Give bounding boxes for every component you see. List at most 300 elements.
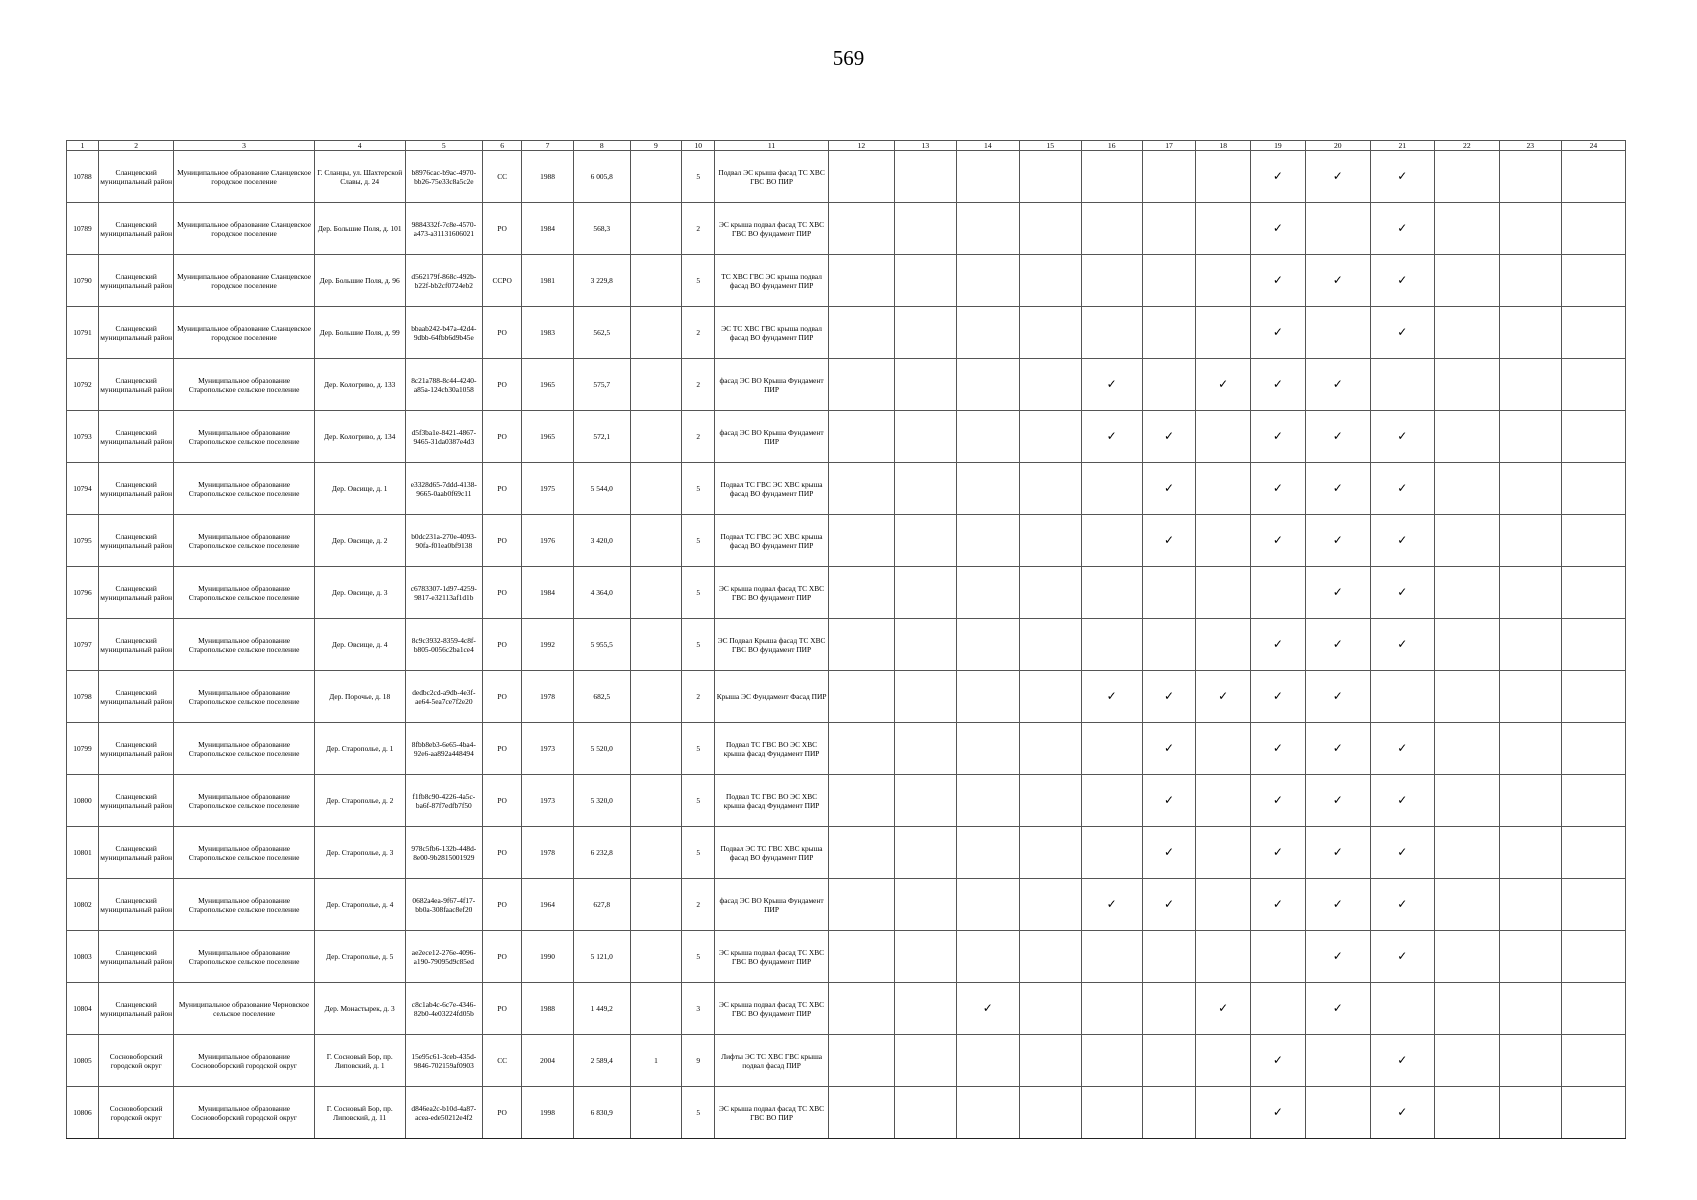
column-9-cell bbox=[630, 359, 682, 411]
empty-cell bbox=[1019, 359, 1081, 411]
empty-cell bbox=[828, 203, 894, 255]
guid-cell: f1fb8c90-4226-4a5c-ba6f-87f7edfb7f50 bbox=[405, 775, 482, 827]
column-9-cell bbox=[630, 567, 682, 619]
guid-cell: d562179f-868c-492b-b22f-bb2cf0724eb2 bbox=[405, 255, 482, 307]
column-9-cell bbox=[630, 255, 682, 307]
district-cell: Сланцевский муниципальный район bbox=[99, 879, 174, 931]
check-mark-icon: ✓ bbox=[1305, 463, 1370, 515]
empty-cell bbox=[1019, 255, 1081, 307]
empty-cell bbox=[1081, 931, 1142, 983]
works-list-cell: ЭС Подвал Крыша фасад ТС ХВС ГВС ВО фундамент ПИР bbox=[715, 619, 829, 671]
check-mark-icon: ✓ bbox=[1305, 359, 1370, 411]
empty-cell bbox=[1499, 619, 1561, 671]
empty-cell bbox=[956, 723, 1019, 775]
empty-cell bbox=[1196, 567, 1251, 619]
empty-cell bbox=[894, 203, 956, 255]
check-mark-icon: ✓ bbox=[1142, 671, 1196, 723]
empty-cell bbox=[894, 983, 956, 1035]
table-row bbox=[67, 671, 1626, 723]
guid-cell: 0682a4ea-9f67-4f17-bb0a-308faac8ef20 bbox=[405, 879, 482, 931]
check-mark-icon: ✓ bbox=[1196, 983, 1251, 1035]
building-type-cell: СС bbox=[483, 151, 522, 203]
check-mark-icon: ✓ bbox=[1081, 879, 1142, 931]
empty-cell bbox=[1434, 775, 1499, 827]
check-mark-icon: ✓ bbox=[1251, 515, 1306, 567]
column-number-11: 11 bbox=[715, 141, 829, 151]
empty-cell bbox=[1142, 1087, 1196, 1139]
district-cell: Сланцевский муниципальный район bbox=[99, 931, 174, 983]
column-number-19: 19 bbox=[1251, 141, 1306, 151]
page-number: 569 bbox=[832, 46, 865, 70]
check-mark-icon: ✓ bbox=[1305, 411, 1370, 463]
check-mark-icon: ✓ bbox=[1251, 619, 1306, 671]
floors-cell: 2 bbox=[682, 671, 715, 723]
building-type-cell: РО bbox=[483, 359, 522, 411]
empty-cell bbox=[1081, 255, 1142, 307]
municipality-cell: Муниципальное образование Старопольское сельское поселение bbox=[174, 775, 314, 827]
table-row bbox=[67, 619, 1626, 671]
empty-cell bbox=[1499, 515, 1561, 567]
municipality-cell: Муниципальное образование Старопольское сельское поселение bbox=[174, 515, 314, 567]
district-cell: Сланцевский муниципальный район bbox=[99, 151, 174, 203]
building-type-cell: РО bbox=[483, 619, 522, 671]
empty-cell bbox=[1196, 515, 1251, 567]
empty-cell bbox=[1196, 255, 1251, 307]
check-mark-icon: ✓ bbox=[1305, 879, 1370, 931]
address-cell: Дер. Овсище, д. 4 bbox=[314, 619, 405, 671]
works-list-cell: Подвал ЭС крыша фасад ТС ХВС ГВС ВО ПИР bbox=[715, 151, 829, 203]
building-type-cell: РО bbox=[483, 515, 522, 567]
empty-cell bbox=[1019, 619, 1081, 671]
empty-cell bbox=[894, 515, 956, 567]
column-9-cell bbox=[630, 307, 682, 359]
empty-cell bbox=[828, 515, 894, 567]
check-mark-icon: ✓ bbox=[1370, 879, 1434, 931]
table-row bbox=[67, 931, 1626, 983]
empty-cell bbox=[1196, 1035, 1251, 1087]
guid-cell: c8c1ab4c-6c7e-4346-82b0-4e03224fd05b bbox=[405, 983, 482, 1035]
district-cell: Сланцевский муниципальный район bbox=[99, 203, 174, 255]
year-cell: 1964 bbox=[522, 879, 574, 931]
empty-cell bbox=[1434, 1087, 1499, 1139]
municipality-cell: Муниципальное образование Сланцевское городское поселение bbox=[174, 151, 314, 203]
empty-cell bbox=[1142, 931, 1196, 983]
check-mark-icon: ✓ bbox=[1142, 879, 1196, 931]
area-cell: 5 520,0 bbox=[573, 723, 630, 775]
district-cell: Сланцевский муниципальный район bbox=[99, 411, 174, 463]
check-mark-icon: ✓ bbox=[1251, 411, 1306, 463]
empty-cell bbox=[956, 203, 1019, 255]
year-cell: 1983 bbox=[522, 307, 574, 359]
empty-cell bbox=[1305, 1035, 1370, 1087]
empty-cell bbox=[1370, 359, 1434, 411]
empty-cell bbox=[1499, 1087, 1561, 1139]
check-mark-icon: ✓ bbox=[1142, 515, 1196, 567]
empty-cell bbox=[1561, 255, 1625, 307]
empty-cell bbox=[894, 827, 956, 879]
empty-cell bbox=[1561, 671, 1625, 723]
year-cell: 1998 bbox=[522, 1087, 574, 1139]
year-cell: 1992 bbox=[522, 619, 574, 671]
empty-cell bbox=[828, 307, 894, 359]
check-mark-icon: ✓ bbox=[1370, 827, 1434, 879]
empty-cell bbox=[1019, 879, 1081, 931]
municipality-cell: Муниципальное образование Старопольское сельское поселение bbox=[174, 567, 314, 619]
empty-cell bbox=[1081, 151, 1142, 203]
table-row bbox=[67, 1035, 1626, 1087]
year-cell: 1984 bbox=[522, 203, 574, 255]
check-mark-icon: ✓ bbox=[1081, 671, 1142, 723]
municipality-cell: Муниципальное образование Старопольское сельское поселение bbox=[174, 827, 314, 879]
empty-cell bbox=[956, 567, 1019, 619]
record-id: 10797 bbox=[67, 619, 99, 671]
empty-cell bbox=[1196, 931, 1251, 983]
empty-cell bbox=[1434, 983, 1499, 1035]
empty-cell bbox=[1305, 307, 1370, 359]
check-mark-icon: ✓ bbox=[1305, 983, 1370, 1035]
table-row bbox=[67, 203, 1626, 255]
check-mark-icon: ✓ bbox=[1142, 775, 1196, 827]
column-number-22: 22 bbox=[1434, 141, 1499, 151]
works-list-cell: фасад ЭС ВО Крыша Фундамент ПИР bbox=[715, 411, 829, 463]
empty-cell bbox=[828, 827, 894, 879]
empty-cell bbox=[1196, 827, 1251, 879]
empty-cell bbox=[1019, 827, 1081, 879]
empty-cell bbox=[828, 723, 894, 775]
district-cell: Сланцевский муниципальный район bbox=[99, 671, 174, 723]
empty-cell bbox=[1499, 827, 1561, 879]
district-cell: Сосновоборский городской округ bbox=[99, 1087, 174, 1139]
year-cell: 1990 bbox=[522, 931, 574, 983]
municipality-cell: Муниципальное образование Сосновоборский городской округ bbox=[174, 1087, 314, 1139]
empty-cell bbox=[1434, 619, 1499, 671]
empty-cell bbox=[1081, 463, 1142, 515]
district-cell: Сланцевский муниципальный район bbox=[99, 515, 174, 567]
empty-cell bbox=[1081, 567, 1142, 619]
area-cell: 4 364,0 bbox=[573, 567, 630, 619]
check-mark-icon: ✓ bbox=[1370, 463, 1434, 515]
area-cell: 3 229,8 bbox=[573, 255, 630, 307]
record-id: 10790 bbox=[67, 255, 99, 307]
empty-cell bbox=[894, 879, 956, 931]
empty-cell bbox=[894, 671, 956, 723]
empty-cell bbox=[1305, 203, 1370, 255]
check-mark-icon: ✓ bbox=[1305, 775, 1370, 827]
address-cell: Дер. Старополье, д. 1 bbox=[314, 723, 405, 775]
check-mark-icon: ✓ bbox=[1251, 307, 1306, 359]
empty-cell bbox=[1142, 1035, 1196, 1087]
empty-cell bbox=[956, 827, 1019, 879]
empty-cell bbox=[1370, 671, 1434, 723]
table-row bbox=[67, 567, 1626, 619]
check-mark-icon: ✓ bbox=[1196, 359, 1251, 411]
guid-cell: 8fbb8eb3-6e65-4ba4-92e6-aa892a448494 bbox=[405, 723, 482, 775]
check-mark-icon: ✓ bbox=[1251, 359, 1306, 411]
check-mark-icon: ✓ bbox=[1251, 151, 1306, 203]
column-number-12: 12 bbox=[828, 141, 894, 151]
floors-cell: 3 bbox=[682, 983, 715, 1035]
empty-cell bbox=[1196, 775, 1251, 827]
empty-cell bbox=[1196, 1087, 1251, 1139]
guid-cell: e3328d65-7ddd-4138-9665-0aab0f69c11 bbox=[405, 463, 482, 515]
empty-cell bbox=[828, 411, 894, 463]
empty-cell bbox=[894, 723, 956, 775]
column-9-cell bbox=[630, 879, 682, 931]
empty-cell bbox=[1499, 723, 1561, 775]
empty-cell bbox=[1434, 879, 1499, 931]
check-mark-icon: ✓ bbox=[956, 983, 1019, 1035]
empty-cell bbox=[1142, 151, 1196, 203]
table-row bbox=[67, 255, 1626, 307]
empty-cell bbox=[1561, 463, 1625, 515]
check-mark-icon: ✓ bbox=[1142, 463, 1196, 515]
municipality-cell: Муниципальное образование Старопольское сельское поселение bbox=[174, 931, 314, 983]
works-list-cell: ЭС крыша подвал фасад ТС ХВС ГВС ВО фундамент ПИР bbox=[715, 203, 829, 255]
empty-cell bbox=[828, 671, 894, 723]
column-number-21: 21 bbox=[1370, 141, 1434, 151]
table-row bbox=[67, 411, 1626, 463]
floors-cell: 2 bbox=[682, 879, 715, 931]
empty-cell bbox=[1499, 983, 1561, 1035]
check-mark-icon: ✓ bbox=[1251, 827, 1306, 879]
guid-cell: 9884332f-7c8e-4570-a473-a31131606021 bbox=[405, 203, 482, 255]
empty-cell bbox=[1142, 255, 1196, 307]
register-table bbox=[66, 140, 1626, 1139]
works-list-cell: ЭС ТС ХВС ГВС крыша подвал фасад ВО фундамент ПИР bbox=[715, 307, 829, 359]
empty-cell bbox=[1081, 775, 1142, 827]
column-number-14: 14 bbox=[956, 141, 1019, 151]
check-mark-icon: ✓ bbox=[1251, 723, 1306, 775]
area-cell: 575,7 bbox=[573, 359, 630, 411]
empty-cell bbox=[1561, 1087, 1625, 1139]
empty-cell bbox=[1019, 515, 1081, 567]
district-cell: Сланцевский муниципальный район bbox=[99, 359, 174, 411]
empty-cell bbox=[1081, 203, 1142, 255]
check-mark-icon: ✓ bbox=[1370, 1035, 1434, 1087]
year-cell: 1965 bbox=[522, 411, 574, 463]
empty-cell bbox=[1499, 879, 1561, 931]
empty-cell bbox=[1142, 619, 1196, 671]
area-cell: 562,5 bbox=[573, 307, 630, 359]
empty-cell bbox=[1081, 983, 1142, 1035]
area-cell: 2 589,4 bbox=[573, 1035, 630, 1087]
check-mark-icon: ✓ bbox=[1370, 307, 1434, 359]
empty-cell bbox=[828, 619, 894, 671]
empty-cell bbox=[1251, 931, 1306, 983]
column-9-cell bbox=[630, 151, 682, 203]
empty-cell bbox=[828, 567, 894, 619]
check-mark-icon: ✓ bbox=[1305, 619, 1370, 671]
municipality-cell: Муниципальное образование Сланцевское городское поселение bbox=[174, 255, 314, 307]
works-list-cell: фасад ЭС ВО Крыша Фундамент ПИР bbox=[715, 879, 829, 931]
check-mark-icon: ✓ bbox=[1142, 411, 1196, 463]
floors-cell: 5 bbox=[682, 827, 715, 879]
check-mark-icon: ✓ bbox=[1305, 151, 1370, 203]
check-mark-icon: ✓ bbox=[1305, 827, 1370, 879]
column-9-cell bbox=[630, 723, 682, 775]
empty-cell bbox=[828, 1035, 894, 1087]
empty-cell bbox=[1561, 515, 1625, 567]
address-cell: Дер. Старополье, д. 2 bbox=[314, 775, 405, 827]
check-mark-icon: ✓ bbox=[1251, 671, 1306, 723]
empty-cell bbox=[956, 463, 1019, 515]
empty-cell bbox=[956, 931, 1019, 983]
empty-cell bbox=[894, 411, 956, 463]
empty-cell bbox=[1370, 983, 1434, 1035]
empty-cell bbox=[956, 359, 1019, 411]
empty-cell bbox=[828, 879, 894, 931]
record-id: 10799 bbox=[67, 723, 99, 775]
column-number-18: 18 bbox=[1196, 141, 1251, 151]
guid-cell: dedbc2cd-a9db-4e3f-ae64-5ea7ce7f2e20 bbox=[405, 671, 482, 723]
column-number-24: 24 bbox=[1561, 141, 1625, 151]
check-mark-icon: ✓ bbox=[1251, 879, 1306, 931]
empty-cell bbox=[1196, 411, 1251, 463]
building-type-cell: РО bbox=[483, 671, 522, 723]
area-cell: 1 449,2 bbox=[573, 983, 630, 1035]
empty-cell bbox=[956, 671, 1019, 723]
record-id: 10792 bbox=[67, 359, 99, 411]
address-cell: Дер. Овсище, д. 1 bbox=[314, 463, 405, 515]
check-mark-icon: ✓ bbox=[1305, 931, 1370, 983]
empty-cell bbox=[1019, 775, 1081, 827]
table-row bbox=[67, 151, 1626, 203]
guid-cell: 8c9c3932-8359-4c8f-b805-0056c2ba1ce4 bbox=[405, 619, 482, 671]
empty-cell bbox=[1434, 463, 1499, 515]
check-mark-icon: ✓ bbox=[1081, 411, 1142, 463]
empty-cell bbox=[1434, 671, 1499, 723]
address-cell: Дер. Большие Поля, д. 96 bbox=[314, 255, 405, 307]
empty-cell bbox=[1499, 307, 1561, 359]
check-mark-icon: ✓ bbox=[1305, 567, 1370, 619]
empty-cell bbox=[1251, 983, 1306, 1035]
guid-cell: 15e95c61-3ceb-435d-9846-702159af0903 bbox=[405, 1035, 482, 1087]
address-cell: Дер. Большие Поля, д. 99 bbox=[314, 307, 405, 359]
empty-cell bbox=[1499, 203, 1561, 255]
empty-cell bbox=[1434, 359, 1499, 411]
empty-cell bbox=[1019, 151, 1081, 203]
empty-cell bbox=[956, 515, 1019, 567]
empty-cell bbox=[894, 775, 956, 827]
empty-cell bbox=[1081, 827, 1142, 879]
table-row bbox=[67, 879, 1626, 931]
address-cell: Дер. Монастырек, д. 3 bbox=[314, 983, 405, 1035]
column-number-4: 4 bbox=[314, 141, 405, 151]
column-number-8: 8 bbox=[573, 141, 630, 151]
empty-cell bbox=[894, 151, 956, 203]
empty-cell bbox=[1081, 723, 1142, 775]
check-mark-icon: ✓ bbox=[1142, 723, 1196, 775]
guid-cell: d846ea2c-b10d-4a87-acea-ede50212e4f2 bbox=[405, 1087, 482, 1139]
empty-cell bbox=[1561, 359, 1625, 411]
works-list-cell: Подвал ТС ГВС ЭС ХВС крыша фасад ВО фундамент ПИР bbox=[715, 515, 829, 567]
check-mark-icon: ✓ bbox=[1370, 723, 1434, 775]
column-9-cell bbox=[630, 775, 682, 827]
area-cell: 568,3 bbox=[573, 203, 630, 255]
empty-cell bbox=[1561, 723, 1625, 775]
floors-cell: 2 bbox=[682, 359, 715, 411]
column-number-16: 16 bbox=[1081, 141, 1142, 151]
check-mark-icon: ✓ bbox=[1370, 515, 1434, 567]
empty-cell bbox=[956, 307, 1019, 359]
empty-cell bbox=[894, 619, 956, 671]
floors-cell: 5 bbox=[682, 619, 715, 671]
works-list-cell: Крыша ЭС Фундамент Фасад ПИР bbox=[715, 671, 829, 723]
empty-cell bbox=[894, 1087, 956, 1139]
empty-cell bbox=[1499, 931, 1561, 983]
empty-cell bbox=[1499, 151, 1561, 203]
guid-cell: ae2ece12-276e-4096-a190-79095d9c85ed bbox=[405, 931, 482, 983]
empty-cell bbox=[1019, 203, 1081, 255]
column-number-6: 6 bbox=[483, 141, 522, 151]
municipality-cell: Муниципальное образование Старопольское сельское поселение bbox=[174, 463, 314, 515]
floors-cell: 2 bbox=[682, 203, 715, 255]
municipality-cell: Муниципальное образование Сланцевское городское поселение bbox=[174, 203, 314, 255]
floors-cell: 5 bbox=[682, 151, 715, 203]
check-mark-icon: ✓ bbox=[1196, 671, 1251, 723]
floors-cell: 5 bbox=[682, 1087, 715, 1139]
empty-cell bbox=[1561, 879, 1625, 931]
address-cell: Дер. Старополье, д. 3 bbox=[314, 827, 405, 879]
check-mark-icon: ✓ bbox=[1370, 151, 1434, 203]
building-type-cell: РО bbox=[483, 411, 522, 463]
check-mark-icon: ✓ bbox=[1305, 515, 1370, 567]
guid-cell: c6783307-1d97-4259-9817-e32113af1d1b bbox=[405, 567, 482, 619]
building-type-cell: РО bbox=[483, 567, 522, 619]
empty-cell bbox=[1499, 567, 1561, 619]
check-mark-icon: ✓ bbox=[1251, 1087, 1306, 1139]
year-cell: 1973 bbox=[522, 775, 574, 827]
area-cell: 627,8 bbox=[573, 879, 630, 931]
address-cell: Дер. Овсище, д. 2 bbox=[314, 515, 405, 567]
guid-cell: b8976cac-b9ac-4970-bb26-75e33c8a5c2e bbox=[405, 151, 482, 203]
empty-cell bbox=[1561, 931, 1625, 983]
check-mark-icon: ✓ bbox=[1370, 931, 1434, 983]
floors-cell: 5 bbox=[682, 931, 715, 983]
record-id: 10800 bbox=[67, 775, 99, 827]
district-cell: Сланцевский муниципальный район bbox=[99, 723, 174, 775]
check-mark-icon: ✓ bbox=[1305, 255, 1370, 307]
address-cell: Дер. Большие Поля, д. 101 bbox=[314, 203, 405, 255]
empty-cell bbox=[1019, 983, 1081, 1035]
record-id: 10794 bbox=[67, 463, 99, 515]
empty-cell bbox=[1196, 203, 1251, 255]
column-number-5: 5 bbox=[405, 141, 482, 151]
year-cell: 1984 bbox=[522, 567, 574, 619]
check-mark-icon: ✓ bbox=[1081, 359, 1142, 411]
empty-cell bbox=[1499, 411, 1561, 463]
address-cell: Дер. Кологриво, д. 133 bbox=[314, 359, 405, 411]
floors-cell: 5 bbox=[682, 775, 715, 827]
area-cell: 6 232,8 bbox=[573, 827, 630, 879]
column-9-cell bbox=[630, 203, 682, 255]
record-id: 10804 bbox=[67, 983, 99, 1035]
year-cell: 1975 bbox=[522, 463, 574, 515]
column-number-2: 2 bbox=[99, 141, 174, 151]
district-cell: Сланцевский муниципальный район bbox=[99, 307, 174, 359]
district-cell: Сланцевский муниципальный район bbox=[99, 827, 174, 879]
empty-cell bbox=[828, 931, 894, 983]
guid-cell: d5f3ba1e-8421-4867-9465-31da0387e4d3 bbox=[405, 411, 482, 463]
empty-cell bbox=[1561, 1035, 1625, 1087]
works-list-cell: ЭС крыша подвал фасад ТС ХВС ГВС ВО фундамент ПИР bbox=[715, 931, 829, 983]
building-type-cell: РО bbox=[483, 307, 522, 359]
empty-cell bbox=[1434, 307, 1499, 359]
district-cell: Сланцевский муниципальный район bbox=[99, 983, 174, 1035]
empty-cell bbox=[1434, 515, 1499, 567]
floors-cell: 2 bbox=[682, 411, 715, 463]
municipality-cell: Муниципальное образование Старопольское сельское поселение bbox=[174, 359, 314, 411]
